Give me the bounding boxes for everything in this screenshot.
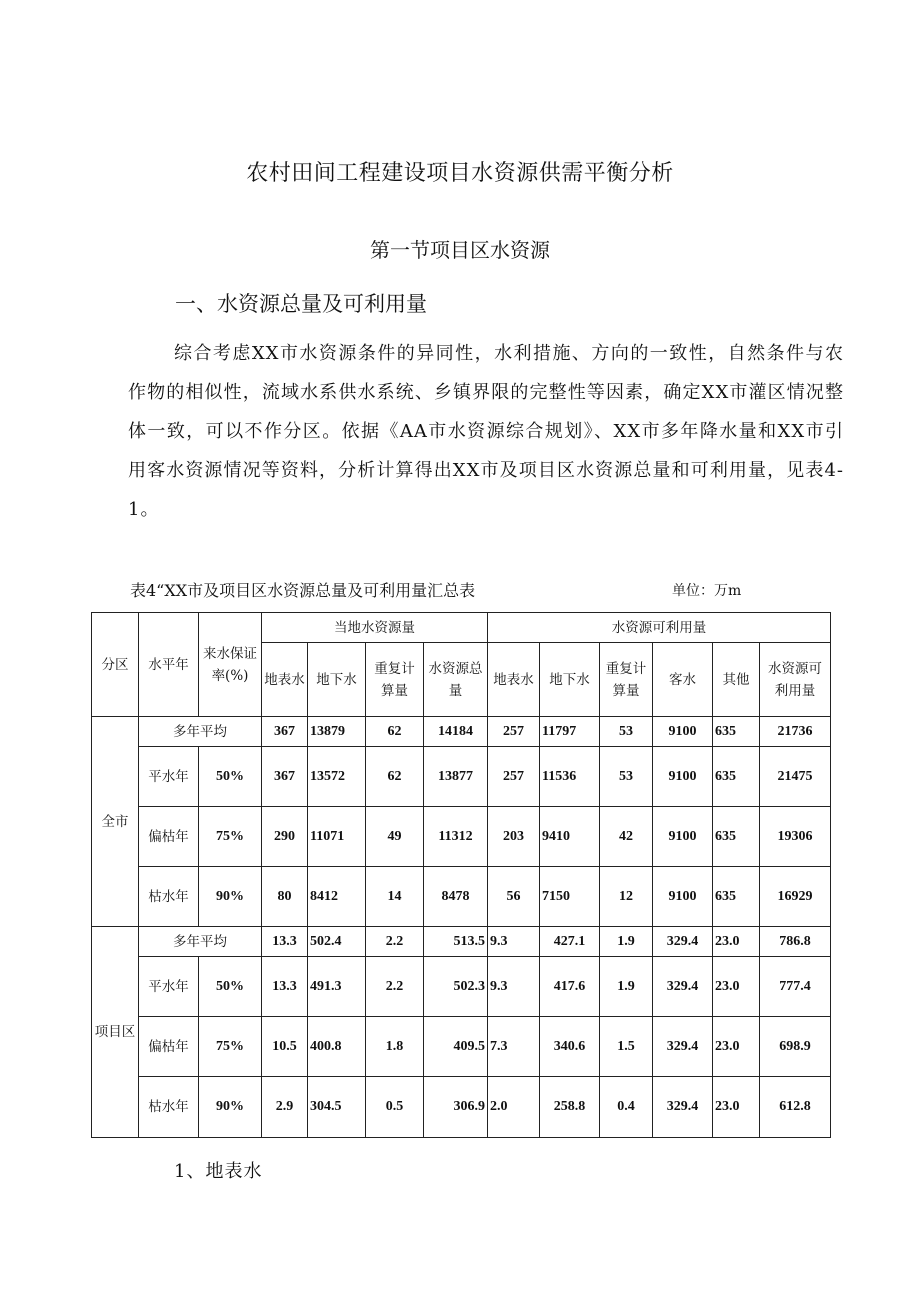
- row-rate: 75%: [199, 807, 262, 867]
- table-cell: 7.3: [488, 1017, 540, 1077]
- header-dixia: 地下水: [308, 643, 366, 717]
- table-caption: 表4“XX市及项目区水资源总量及可利用量汇总表: [130, 581, 476, 600]
- table-cell: 13877: [424, 747, 488, 807]
- water-resources-table: [91, 612, 831, 1138]
- table-cell: 53: [600, 747, 653, 807]
- table-cell: 2.0: [488, 1077, 540, 1138]
- table-cell: 786.8: [760, 927, 831, 957]
- table-cell: 80: [262, 867, 308, 927]
- table-cell: 329.4: [653, 1077, 713, 1138]
- table-cell: 10.5: [262, 1017, 308, 1077]
- table-cell: 258.8: [540, 1077, 600, 1138]
- header-keshui: 客水: [653, 643, 713, 717]
- table-cell: 9100: [653, 717, 713, 747]
- table-cell: 9100: [653, 807, 713, 867]
- header-dixia2: 地下水: [540, 643, 600, 717]
- table-cell: 21736: [760, 717, 831, 747]
- table-cell: 9100: [653, 747, 713, 807]
- table-cell: 329.4: [653, 1017, 713, 1077]
- table-cell: 13879: [308, 717, 366, 747]
- table-cell: 13.3: [262, 957, 308, 1017]
- table-cell: 62: [366, 747, 424, 807]
- header-dibiao2: 地表水: [488, 643, 540, 717]
- table-cell: 9.3: [488, 927, 540, 957]
- row-year: 平水年: [139, 747, 199, 807]
- row-rate: 90%: [199, 867, 262, 927]
- table-cell: 1.5: [600, 1017, 653, 1077]
- row-rate: 90%: [199, 1077, 262, 1138]
- table-cell: 513.5: [424, 927, 488, 957]
- table-cell: 42: [600, 807, 653, 867]
- table-cell: 1.9: [600, 957, 653, 1017]
- table-cell: 2.2: [366, 927, 424, 957]
- row-year: 平水年: [139, 957, 199, 1017]
- table-cell: 257: [488, 747, 540, 807]
- table-cell: 7150: [540, 867, 600, 927]
- table-cell: 400.8: [308, 1017, 366, 1077]
- table-cell: 56: [488, 867, 540, 927]
- table-cell: 23.0: [713, 1017, 760, 1077]
- table-cell: 612.8: [760, 1077, 831, 1138]
- region-project: 项目区: [92, 927, 139, 1138]
- table-cell: 19306: [760, 807, 831, 867]
- table-cell: 0.5: [366, 1077, 424, 1138]
- row-year: 偏枯年: [139, 1017, 199, 1077]
- table-cell: 502.3: [424, 957, 488, 1017]
- table-cell: 698.9: [760, 1017, 831, 1077]
- table-unit: 单位：万m: [672, 583, 742, 599]
- row-year: 枯水年: [139, 867, 199, 927]
- header-dibiao: 地表水: [262, 643, 308, 717]
- table-cell: 14184: [424, 717, 488, 747]
- table-cell: 53: [600, 717, 653, 747]
- table-cell: 491.3: [308, 957, 366, 1017]
- row-rate: 75%: [199, 1017, 262, 1077]
- header-laishui: 来水保证率(%): [199, 613, 262, 717]
- header-qita: 其他: [713, 643, 760, 717]
- header-shuipingnian: 水平年: [139, 613, 199, 717]
- table-cell: 427.1: [540, 927, 600, 957]
- table-cell: 13572: [308, 747, 366, 807]
- table-cell: 329.4: [653, 927, 713, 957]
- table-cell: 367: [262, 717, 308, 747]
- table-cell: 11071: [308, 807, 366, 867]
- table-cell: 9410: [540, 807, 600, 867]
- header-chongfu: 重复计算量: [366, 643, 424, 717]
- table-cell: 62: [366, 717, 424, 747]
- table-cell: 635: [713, 717, 760, 747]
- table-cell: 8478: [424, 867, 488, 927]
- table-cell: 14: [366, 867, 424, 927]
- table-cell: 9100: [653, 867, 713, 927]
- table-cell: 635: [713, 807, 760, 867]
- table-cell: 13.3: [262, 927, 308, 957]
- table-cell: 635: [713, 747, 760, 807]
- table-cell: 2.9: [262, 1077, 308, 1138]
- region-city: 全市: [92, 717, 139, 927]
- table-cell: 306.9: [424, 1077, 488, 1138]
- table-cell: 409.5: [424, 1017, 488, 1077]
- row-rate: 50%: [199, 747, 262, 807]
- table-cell: 502.4: [308, 927, 366, 957]
- table-cell: 304.5: [308, 1077, 366, 1138]
- table-cell: 12: [600, 867, 653, 927]
- table-cell: 16929: [760, 867, 831, 927]
- row-rate: 50%: [199, 957, 262, 1017]
- header-fenqu: 分区: [92, 613, 139, 717]
- table-cell: 11312: [424, 807, 488, 867]
- table-cell: 329.4: [653, 957, 713, 1017]
- row-year: 偏枯年: [139, 807, 199, 867]
- header-local-resources: 当地水资源量: [262, 613, 488, 643]
- section-heading: 第一节项目区水资源: [370, 238, 550, 262]
- header-usable-resources: 水资源可利用量: [488, 613, 831, 643]
- table-cell: 11536: [540, 747, 600, 807]
- table-cell: 11797: [540, 717, 600, 747]
- table-cell: 9.3: [488, 957, 540, 1017]
- table-cell: 257: [488, 717, 540, 747]
- table-cell: 635: [713, 867, 760, 927]
- table-cell: 2.2: [366, 957, 424, 1017]
- document-title: 农村田间工程建设项目水资源供需平衡分析: [246, 161, 674, 186]
- table-cell: 1.8: [366, 1017, 424, 1077]
- header-chongfu2: 重复计算量: [600, 643, 653, 717]
- row-label: 多年平均: [139, 717, 262, 747]
- table-cell: 21475: [760, 747, 831, 807]
- table-cell: 203: [488, 807, 540, 867]
- table-cell: 23.0: [713, 927, 760, 957]
- subsection-heading: 一、水资源总量及可利用量: [175, 292, 427, 316]
- header-zongliang: 水资源总量: [424, 643, 488, 717]
- row-year: 枯水年: [139, 1077, 199, 1138]
- table-cell: 777.4: [760, 957, 831, 1017]
- subsection-1-heading: 1、地表水: [174, 1161, 263, 1182]
- table-cell: 367: [262, 747, 308, 807]
- body-paragraph: 综合考虑XX市水资源条件的异同性，水利措施、方向的一致性，自然条件与农作物的相似性，流域水系供水系统、乡镇界限的完整性等因素，确定XX市灌区情况整体一致，可以不作分区。依据《AA市水资源综合规划》、XX市多年降水量和XX市引用客水资源情况等资料，分析计算得出XX市及项目区水资源总量和可利用量，见表4-1。: [128, 343, 844, 520]
- table-cell: 23.0: [713, 957, 760, 1017]
- table-cell: 23.0: [713, 1077, 760, 1138]
- table-cell: 340.6: [540, 1017, 600, 1077]
- table-cell: 49: [366, 807, 424, 867]
- table-cell: 417.6: [540, 957, 600, 1017]
- row-label: 多年平均: [139, 927, 262, 957]
- table-cell: 0.4: [600, 1077, 653, 1138]
- header-keliyong: 水资源可利用量: [760, 643, 831, 717]
- table-cell: 8412: [308, 867, 366, 927]
- table-cell: 1.9: [600, 927, 653, 957]
- table-cell: 290: [262, 807, 308, 867]
